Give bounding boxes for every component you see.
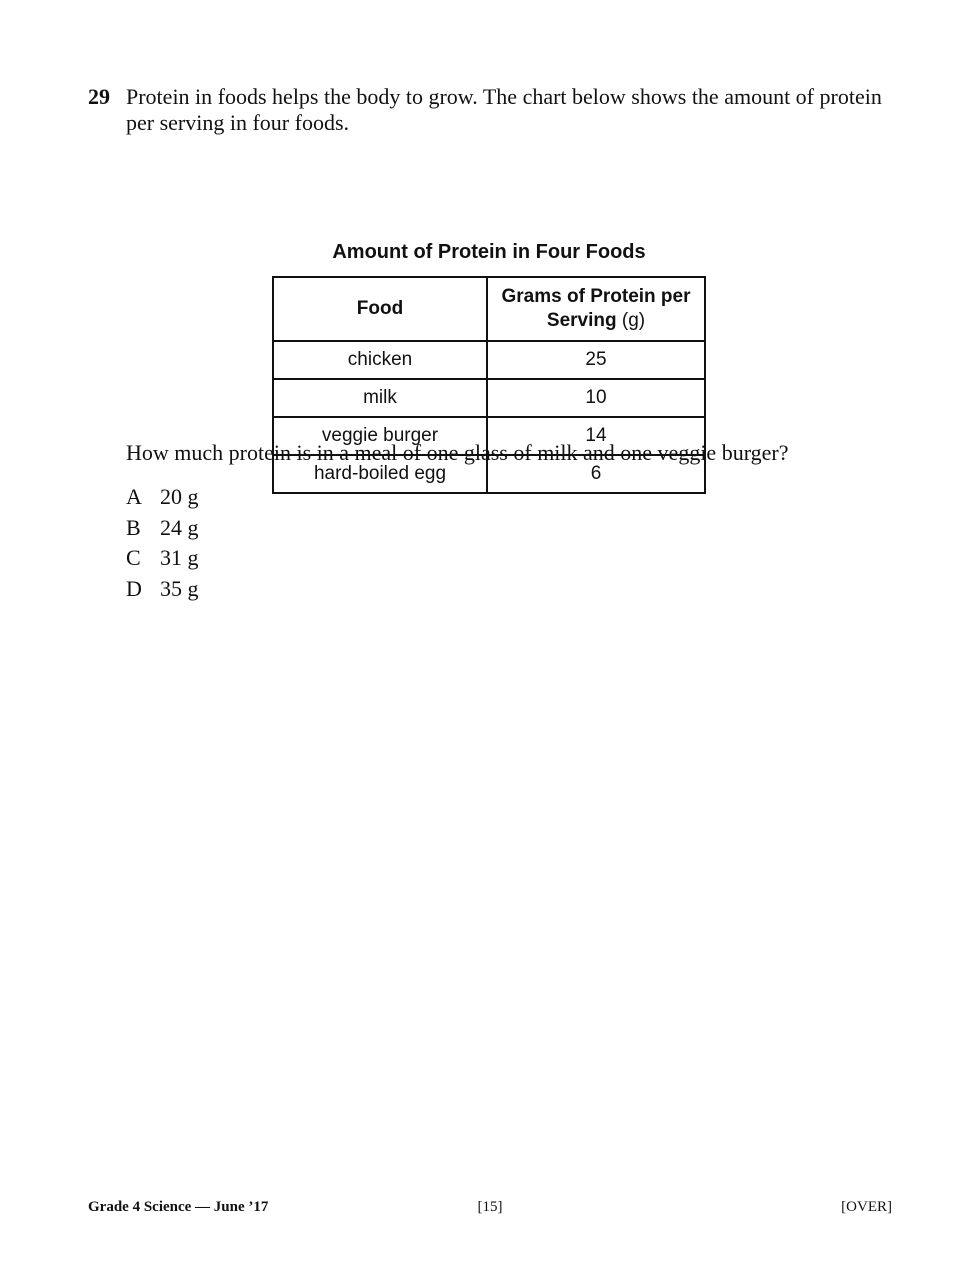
answer-choices bbox=[126, 484, 199, 606]
header-grams-unit: (g) bbox=[621, 310, 646, 331]
choice-letter: B bbox=[126, 514, 141, 540]
choice-text: 24 g bbox=[160, 514, 199, 540]
grams-cell: 10 bbox=[487, 379, 705, 417]
grams-cell: 25 bbox=[487, 341, 705, 379]
header-grams bbox=[487, 277, 705, 341]
choice-text: 31 g bbox=[160, 545, 199, 570]
footer-over-label: [OVER] bbox=[841, 1199, 892, 1215]
grams-cell: 6 bbox=[487, 455, 705, 493]
choice-d[interactable] bbox=[126, 576, 199, 607]
choice-letter: C bbox=[126, 545, 141, 570]
choice-a[interactable] bbox=[126, 484, 199, 515]
grams-cell: 14 bbox=[487, 417, 705, 455]
question-prompt: How much protein is in a meal of one glass of milk and one veggie burger? bbox=[126, 440, 789, 465]
choice-text: 20 g bbox=[160, 484, 199, 509]
header-grams-label: Grams of Protein per Serving bbox=[501, 286, 691, 331]
question-stem: Protein in foods helps the body to grow. The chart below shows the amount of protein per serving in four foods. bbox=[126, 84, 882, 135]
food-cell: hard-boiled egg bbox=[273, 455, 487, 493]
choice-b[interactable] bbox=[126, 515, 199, 546]
food-cell: chicken bbox=[273, 341, 487, 379]
choice-text: 35 g bbox=[160, 575, 199, 601]
header-food: Food bbox=[273, 277, 487, 341]
food-cell: veggie burger bbox=[273, 417, 487, 455]
table-row bbox=[273, 341, 705, 379]
table-title: Amount of Protein in Four Foods bbox=[332, 241, 646, 263]
footer-exam-label: Grade 4 Science — June ’17 bbox=[88, 1199, 269, 1215]
food-cell: milk bbox=[273, 379, 487, 417]
table-header-row bbox=[273, 277, 705, 341]
question-number: 29 bbox=[88, 84, 110, 109]
choice-letter: D bbox=[126, 575, 142, 601]
table-row bbox=[273, 379, 705, 417]
footer-page-number: [15] bbox=[477, 1199, 503, 1215]
choice-letter: A bbox=[126, 484, 142, 509]
choice-c[interactable] bbox=[126, 545, 199, 576]
